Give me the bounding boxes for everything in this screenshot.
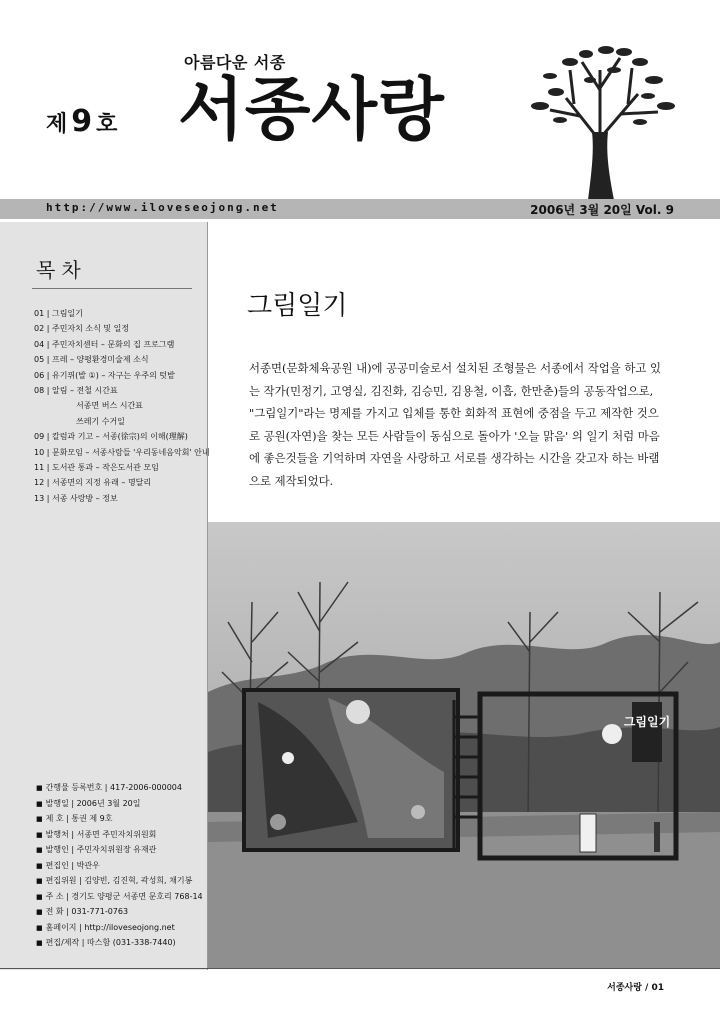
article-line: 서종면(문화체육공원 내)에 공공미술로서 설치된 조형물은 서종에서 작업을 하고 있 bbox=[249, 361, 661, 375]
info-item: ■ 발행일 | 2006년 3월 20일 bbox=[36, 796, 203, 812]
issue-date: 2006년 3월 20일 Vol. 9 bbox=[530, 203, 674, 217]
issue-number bbox=[46, 104, 117, 139]
info-item: ■ 간행물 등록번호 | 417-2006-000004 bbox=[36, 780, 203, 796]
article-line: 에 좋은것들을 기억하며 자연을 사랑하고 서로를 생각하는 시간을 갖고자 하는 바램 bbox=[249, 451, 660, 466]
toc-item: 04 | 주민자치센터 – 문화의 집 프로그램 bbox=[34, 339, 175, 349]
tagline: 아름다운 서종 bbox=[184, 53, 286, 72]
article-line: 는 작가(민정기, 고영실, 김진화, 김승민, 김용철, 이흡, 한만춘)들의 공동작업으로, bbox=[249, 383, 654, 398]
toc-item: 서종면 버스 시간표 bbox=[76, 401, 143, 411]
info-item: ■ 편집/제작 | 따스함 (031-338-7440) bbox=[36, 935, 203, 951]
toc-item: 09 | 칼럼과 기고 – 서종(徐宗)의 이해(理解) bbox=[34, 432, 188, 442]
info-item: ■ 편집인 | 박관우 bbox=[36, 858, 203, 874]
issue-number-value: 9 bbox=[71, 104, 93, 139]
toc-item: 01 | 그림일기 bbox=[34, 309, 83, 318]
sidebar bbox=[0, 222, 210, 970]
footer-rule bbox=[0, 968, 720, 969]
toc-item: 13 | 서종 사랑방 – 정보 bbox=[34, 493, 118, 503]
toc-item: 05 | 프레 – 양평환경미술제 소식 bbox=[34, 355, 149, 365]
website-url: http://www.iloveseojong.net bbox=[46, 201, 279, 214]
info-item: ■ 편집위원 | 김양빈, 김진혁, 곽성희, 채기봉 bbox=[36, 873, 203, 889]
info-item: ■ 제 호 | 통권 제 9호 bbox=[36, 811, 203, 827]
article-line: "그림일기"라는 명제를 가지고 입체를 통한 회화적 표현에 중점을 두고 제작한 것으 bbox=[249, 406, 659, 421]
toc-item: 06 | 유기퓌(발 ①) – 자구는 우주의 텃밭 bbox=[34, 370, 175, 380]
toc-item: 11 | 도서관 통과 – 작은도서관 모임 bbox=[34, 462, 159, 472]
toc-list bbox=[34, 306, 210, 506]
article-line: 으로 제작되었다. bbox=[249, 473, 334, 488]
info-item: ■ 발행인 | 주민자치위원장 유재관 bbox=[36, 842, 203, 858]
toc-item: 12 | 서종면의 지정 유래 – 명달리 bbox=[34, 478, 152, 488]
tree-logo-icon bbox=[520, 40, 680, 200]
page-folio: 서종사랑 / 01 bbox=[607, 983, 664, 993]
toc-title: 목차 bbox=[36, 258, 87, 282]
toc-item: 08 | 알림 – 전철 시간표 bbox=[34, 385, 118, 395]
header-bar bbox=[0, 199, 720, 219]
sculpture-sign-text: 그림일기 bbox=[623, 715, 671, 729]
info-item: ■ 홈페이지 | http://iloveseojong.net bbox=[36, 920, 203, 936]
article-body bbox=[249, 357, 673, 493]
info-item: ■ 전 화 | 031-771-0763 bbox=[36, 904, 203, 920]
toc-item: 02 | 주민자치 소식 및 일정 bbox=[34, 324, 130, 334]
toc-item: 쓰레기 수거일 bbox=[76, 416, 125, 426]
publication-info bbox=[36, 780, 203, 951]
toc-divider bbox=[32, 288, 192, 289]
article-title: 그림일기 bbox=[247, 291, 348, 321]
toc-item: 10 | 문화모임 – 서종사람들 '우리동네음악회' 안내 bbox=[34, 447, 210, 457]
sculpture-photo bbox=[208, 522, 720, 968]
issue-suffix: 호 bbox=[96, 112, 118, 137]
info-item: ■ 발행처 | 서종면 주민자치위원회 bbox=[36, 827, 203, 843]
article-line: 로 공원(자연)을 찾는 모든 사람들이 동심으로 돌아가 '오늘 맑음' 의 일기 처럼 마음 bbox=[249, 428, 660, 443]
info-item: ■ 주 소 | 경기도 양평군 서종면 문호리 768-14 bbox=[36, 889, 203, 905]
issue-prefix: 제 bbox=[46, 112, 68, 137]
newsletter-title: 서종사랑 bbox=[178, 71, 445, 150]
